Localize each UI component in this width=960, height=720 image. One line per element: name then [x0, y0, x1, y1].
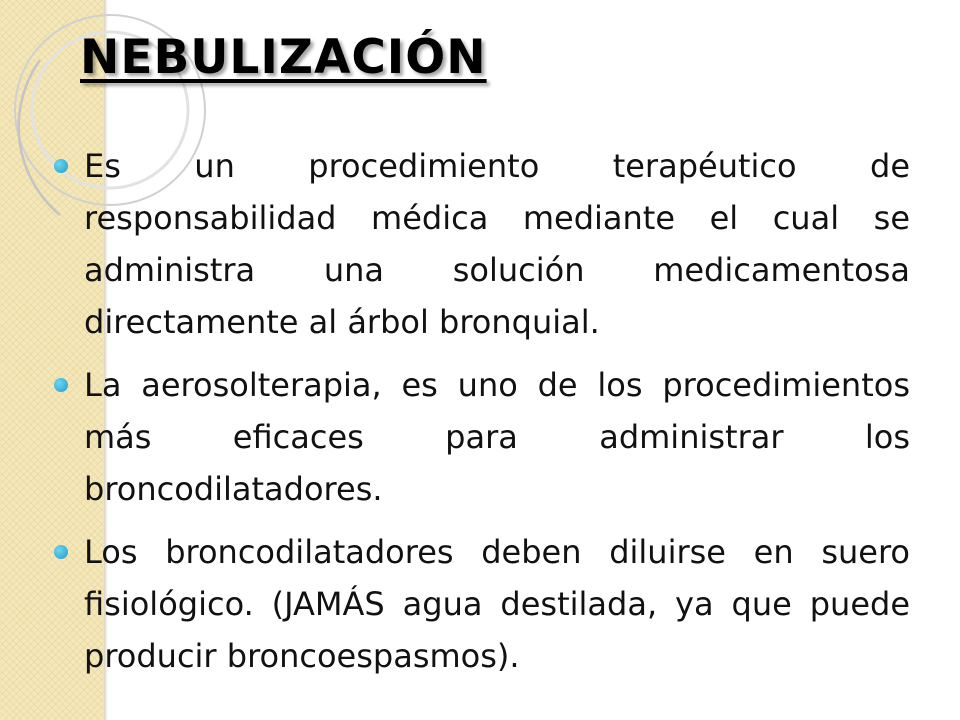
decorative-arc	[19, 60, 60, 215]
bullet-text: Los broncodilatadores deben diluirse en suero fisiológico. (JAMÁS agua destilada, ya que puede producir broncoespasmos).	[84, 533, 910, 675]
bullet-text: Es un procedimiento terapéutico de responsabilidad médica mediante el cual se administra una solución medicamentosa directamente al árbol bronquial.	[84, 147, 910, 341]
slide-title: NEBULIZACIÓN	[80, 30, 487, 85]
bullet-text: La aerosolterapia, es uno de los procedimientos más eficaces para administrar los broncodilatadores.	[84, 366, 910, 508]
bullet-item	[84, 526, 910, 682]
bullet-item	[84, 140, 910, 348]
bullet-item	[84, 359, 910, 515]
bullet-list	[84, 140, 910, 693]
bullet-marker-icon	[54, 159, 68, 173]
bullet-marker-icon	[54, 378, 68, 392]
bullet-marker-icon	[54, 545, 68, 559]
